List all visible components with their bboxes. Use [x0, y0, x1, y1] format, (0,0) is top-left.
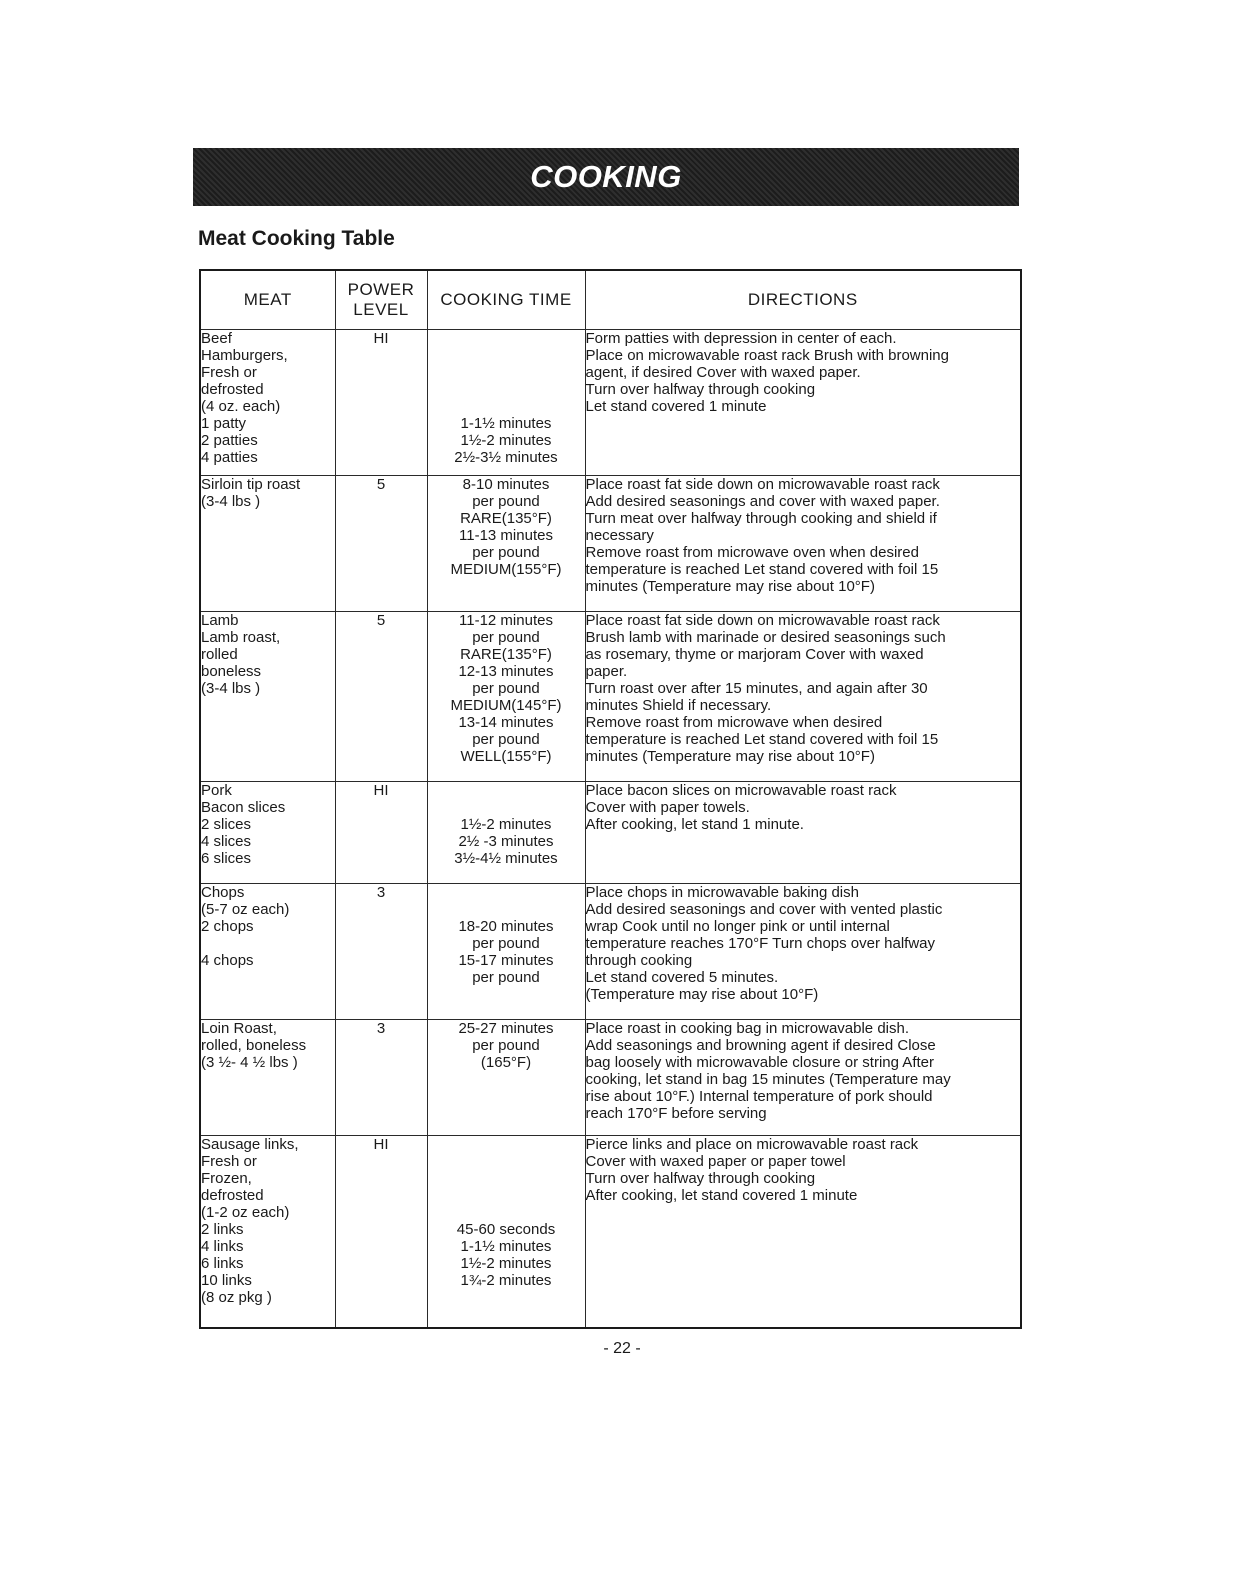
directions-cell-line: Add seasonings and browning agent if desired Close	[585, 1037, 936, 1054]
directions-cell-line: Add desired seasonings and cover with vented plastic	[585, 901, 943, 918]
cooking-time-cell-line: 1½-2 minutes	[460, 1255, 552, 1272]
cooking-time-cell-line: (165°F)	[480, 1054, 532, 1071]
meat-cell-line: 2 slices	[201, 816, 252, 833]
cooking-time-cell-line: 1-1½ minutes	[460, 415, 552, 432]
power-level-cell: 5	[335, 612, 427, 782]
table-body	[200, 330, 1021, 1328]
meat-cell-line: Frozen,	[201, 1170, 252, 1187]
cooking-time-cell-line: per pound	[472, 969, 540, 986]
table-row	[200, 782, 1021, 884]
directions-cell-line: Add desired seasonings and cover with waxed paper.	[585, 493, 940, 510]
cooking-time-cell	[427, 782, 585, 884]
cooking-time-cell-line: per pound	[472, 680, 540, 697]
directions-cell-line: agent, if desired Cover with waxed paper.	[585, 364, 861, 381]
directions-cell-line: Form patties with depression in center of each.	[585, 330, 897, 347]
table-title: Meat Cooking Table	[198, 227, 395, 250]
meat-cell-line: 6 slices	[201, 850, 252, 867]
meat-cell	[200, 884, 335, 1020]
header-meat: MEAT	[200, 270, 335, 330]
table-row	[200, 612, 1021, 782]
meat-cell-line: boneless	[201, 663, 262, 680]
meat-cell-line: 2 chops	[201, 918, 254, 935]
power-level-cell: HI	[335, 1136, 427, 1328]
meat-cell-line: defrosted	[201, 381, 264, 398]
directions-cell	[585, 1136, 1021, 1328]
power-level-cell: 3	[335, 884, 427, 1020]
cooking-time-cell-line: 25-27 minutes	[458, 1020, 554, 1037]
meat-cell-line: (3 ½- 4 ½ lbs )	[201, 1054, 298, 1071]
directions-cell-line: Turn roast over after 15 minutes, and again after 30	[585, 680, 928, 697]
meat-cell-line: 1 patty	[201, 415, 247, 432]
cooking-time-cell-line: 2½-3½ minutes	[454, 449, 558, 466]
meat-cooking-table	[199, 269, 1022, 1329]
table-header-row	[200, 270, 1021, 330]
cooking-time-cell-line: RARE(135°F)	[460, 510, 552, 527]
page-number: - 22 -	[603, 1340, 641, 1357]
power-level-cell: 3	[335, 1020, 427, 1136]
directions-cell-line: Pierce links and place on microwavable roast rack	[585, 1136, 919, 1153]
cooking-time-cell-line: MEDIUM(155°F)	[450, 561, 562, 578]
directions-cell-line: temperature is reached Let stand covered with foil 15	[585, 561, 939, 578]
spacer	[428, 884, 585, 901]
meat-cell-line: Beef	[201, 330, 232, 347]
directions-cell-line: cooking, let stand in bag 15 minutes (Temperature may	[585, 1071, 951, 1088]
directions-cell	[585, 1020, 1021, 1136]
directions-cell	[585, 884, 1021, 1020]
meat-cell-line: 4 chops	[201, 952, 254, 969]
meat-cell-line: Fresh or	[201, 1153, 257, 1170]
cooking-time-cell-line: 1¾-2 minutes	[460, 1272, 552, 1289]
meat-cell-line: (5-7 oz each)	[201, 901, 290, 918]
directions-cell-line: rise about 10°F.) Internal temperature of pork should	[585, 1088, 933, 1105]
cooking-time-cell	[427, 476, 585, 612]
meat-cell-line: 6 links	[201, 1255, 244, 1272]
meat-cell-line	[201, 935, 335, 952]
meat-cell-line: Pork	[201, 782, 232, 799]
header-directions: DIRECTIONS	[585, 270, 1021, 330]
table-row	[200, 884, 1021, 1020]
meat-cell-line: Fresh or	[201, 364, 257, 381]
meat-cell-line: (1-2 oz each)	[201, 1204, 290, 1221]
meat-cell-line: Loin Roast,	[201, 1020, 277, 1037]
directions-cell-line: Let stand covered 5 minutes.	[585, 969, 779, 986]
cooking-time-cell-line: 13-14 minutes	[458, 714, 554, 731]
header-level-line: LEVEL	[353, 300, 409, 319]
meat-cell-line: (8 oz pkg )	[201, 1289, 272, 1306]
spacer	[428, 347, 585, 364]
meat-cell-line: 4 slices	[201, 833, 252, 850]
meat-cell	[200, 1136, 335, 1328]
cooking-time-cell-line: 8-10 minutes	[462, 476, 550, 493]
cooking-time-cell-line: 15-17 minutes	[458, 952, 554, 969]
cooking-time-cell	[427, 1020, 585, 1136]
meat-cell	[200, 330, 335, 476]
meat-cell-line: Lamb roast,	[201, 629, 281, 646]
directions-cell-line: Place on microwavable roast rack Brush with browning	[585, 347, 949, 364]
directions-cell	[585, 612, 1021, 782]
meat-cell-line: Sirloin tip roast	[201, 476, 301, 493]
directions-cell-line: bag loosely with microwavable closure or string After	[585, 1054, 934, 1071]
directions-cell-line: temperature reaches 170°F Turn chops over halfway	[585, 935, 936, 952]
table-row	[200, 476, 1021, 612]
directions-cell-line: Place bacon slices on microwavable roast rack	[585, 782, 897, 799]
cooking-time-cell-line: 3½-4½ minutes	[454, 850, 558, 867]
spacer	[428, 1204, 585, 1221]
directions-cell-line: Cover with waxed paper or paper towel	[585, 1153, 846, 1170]
meat-cell-line: 4 patties	[201, 449, 258, 466]
cooking-time-cell-line: per pound	[472, 629, 540, 646]
directions-cell-line: Place roast in cooking bag in microwavable dish.	[585, 1020, 910, 1037]
directions-cell	[585, 782, 1021, 884]
section-banner	[193, 148, 1019, 206]
cooking-time-cell-line: 1-1½ minutes	[460, 1238, 552, 1255]
spacer	[428, 901, 585, 918]
cooking-time-cell-line: 18-20 minutes	[458, 918, 554, 935]
cooking-time-cell-line: 2½ -3 minutes	[458, 833, 554, 850]
cooking-time-cell-line: 11-13 minutes	[459, 527, 553, 544]
spacer	[428, 1136, 585, 1153]
meat-cell-line: 2 links	[201, 1221, 244, 1238]
cooking-time-cell	[427, 330, 585, 476]
spacer	[428, 782, 585, 799]
cooking-time-cell-line: 12-13 minutes	[458, 663, 554, 680]
meat-cell-line: Bacon slices	[201, 799, 286, 816]
directions-cell-line: Turn over halfway through cooking	[585, 381, 816, 398]
meat-cell-line: rolled, boneless	[201, 1037, 307, 1054]
spacer	[428, 1170, 585, 1187]
spacer	[428, 381, 585, 398]
cooking-time-cell-line: per pound	[472, 731, 540, 748]
directions-cell-line: paper.	[585, 663, 628, 680]
directions-cell-line: Let stand covered 1 minute	[585, 398, 767, 415]
directions-cell-line: minutes (Temperature may rise about 10°F)	[585, 578, 875, 595]
meat-cell-line: Lamb	[201, 612, 239, 629]
spacer	[428, 1187, 585, 1204]
directions-cell-line: Turn over halfway through cooking	[585, 1170, 816, 1187]
directions-cell	[585, 476, 1021, 612]
cooking-time-cell-line: per pound	[472, 544, 540, 561]
table-row	[200, 1136, 1021, 1328]
directions-cell	[585, 330, 1021, 476]
cooking-time-cell-line: RARE(135°F)	[460, 646, 552, 663]
cooking-time-cell	[427, 1136, 585, 1328]
directions-cell-line: temperature is reached Let stand covered with foil 15	[585, 731, 939, 748]
directions-cell-line: Brush lamb with marinade or desired seasonings such	[585, 629, 946, 646]
cooking-time-cell-line: per pound	[472, 935, 540, 952]
directions-cell-line: Remove roast from microwave when desired	[585, 714, 883, 731]
meat-cell	[200, 1020, 335, 1136]
meat-cell-line: 10 links	[201, 1272, 252, 1289]
meat-cell-line: Sausage links,	[201, 1136, 299, 1153]
spacer	[428, 364, 585, 381]
cooking-time-cell-line: MEDIUM(145°F)	[450, 697, 562, 714]
meat-cell	[200, 612, 335, 782]
directions-cell-line: (Temperature may rise about 10°F)	[585, 986, 819, 1003]
meat-cell-line: (4 oz. each)	[201, 398, 281, 415]
meat-cell-line: 2 patties	[201, 432, 258, 449]
directions-cell-line: Cover with paper towels.	[585, 799, 750, 816]
cooking-time-cell	[427, 884, 585, 1020]
directions-cell-line: Place roast fat side down on microwavable roast rack	[585, 476, 940, 493]
directions-cell-line: through cooking	[585, 952, 693, 969]
spacer	[428, 799, 585, 816]
power-level-cell: HI	[335, 330, 427, 476]
cooking-time-cell-line: WELL(155°F)	[460, 748, 552, 765]
cooking-time-cell-line: 45-60 seconds	[456, 1221, 556, 1238]
cooking-time-cell	[427, 612, 585, 782]
directions-cell-line: Remove roast from microwave oven when desired	[585, 544, 919, 561]
power-level-cell: 5	[335, 476, 427, 612]
meat-cell-line: Hamburgers,	[201, 347, 288, 364]
meat-cell-line: rolled	[201, 646, 238, 663]
directions-cell-line: Place chops in microwavable baking dish	[585, 884, 859, 901]
meat-cell-line: Chops	[201, 884, 245, 901]
meat-cell-line: 4 links	[201, 1238, 244, 1255]
meat-cell-line: (3-4 lbs )	[201, 493, 261, 510]
meat-cell-line: (3-4 lbs )	[201, 680, 261, 697]
directions-cell-line: Turn meat over halfway through cooking and shield if	[585, 510, 937, 527]
table-row	[200, 1020, 1021, 1136]
table-row	[200, 330, 1021, 476]
spacer	[428, 1153, 585, 1170]
directions-cell-line: necessary	[585, 527, 654, 544]
cooking-time-cell-line: 1½-2 minutes	[460, 816, 552, 833]
cooking-time-cell-line: 1½-2 minutes	[460, 432, 552, 449]
directions-cell-line: as rosemary, thyme or marjoram Cover with waxed	[585, 646, 924, 663]
directions-cell-line: minutes (Temperature may rise about 10°F)	[585, 748, 875, 765]
directions-cell-line: wrap Cook until no longer pink or until internal	[585, 918, 890, 935]
meat-cell	[200, 782, 335, 884]
header-power-line: POWER	[347, 280, 415, 299]
spacer	[428, 330, 585, 347]
cooking-time-cell-line: per pound	[472, 1037, 540, 1054]
power-level-cell: HI	[335, 782, 427, 884]
directions-cell-line: minutes Shield if necessary.	[585, 697, 772, 714]
header-power-level	[335, 270, 427, 330]
cooking-time-cell-line: 11-12 minutes	[459, 612, 553, 629]
meat-cell-line: defrosted	[201, 1187, 264, 1204]
directions-cell-line: After cooking, let stand 1 minute.	[585, 816, 804, 833]
directions-cell-line: Place roast fat side down on microwavable roast rack	[585, 612, 940, 629]
directions-cell-line: reach 170°F before serving	[585, 1105, 767, 1122]
header-cooking-time: COOKING TIME	[427, 270, 585, 330]
banner-title: COOKING	[530, 159, 682, 194]
meat-cell	[200, 476, 335, 612]
cooking-time-cell-line: per pound	[472, 493, 540, 510]
spacer	[428, 398, 585, 415]
directions-cell-line: After cooking, let stand covered 1 minute	[585, 1187, 858, 1204]
